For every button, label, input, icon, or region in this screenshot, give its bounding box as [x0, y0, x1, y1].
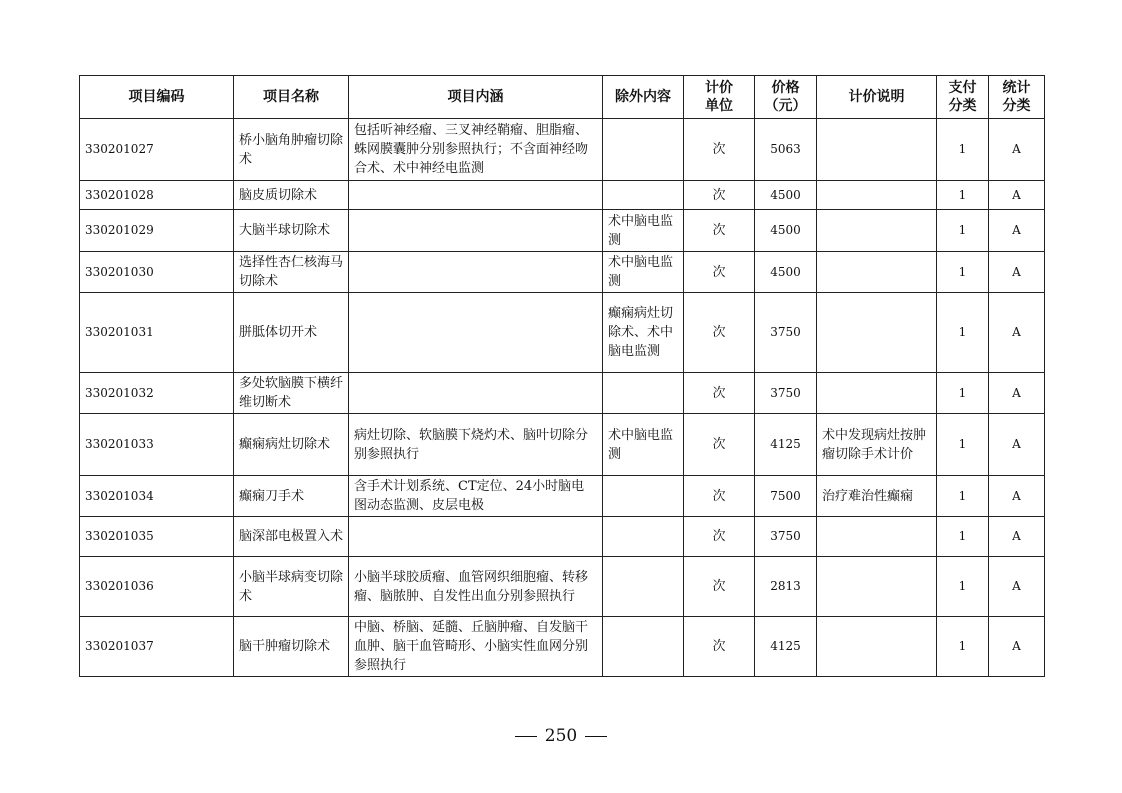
- cell-exclusion: [603, 476, 684, 517]
- cell-content: [349, 252, 603, 293]
- cell-pay: 1: [937, 414, 989, 476]
- header-pay: 支付 分类: [937, 76, 989, 119]
- cell-name: 多处软脑膜下横纤维切断术: [234, 373, 349, 414]
- cell-note: 术中发现病灶按肿瘤切除手术计价: [817, 414, 937, 476]
- cell-content: [349, 517, 603, 557]
- cell-content: [349, 210, 603, 252]
- cell-unit: 次: [684, 557, 755, 617]
- cell-note: [817, 617, 937, 677]
- table-row: [80, 293, 1045, 373]
- cell-name: 大脑半球切除术: [234, 210, 349, 252]
- cell-name: 桥小脑角肿瘤切除术: [234, 119, 349, 181]
- cell-price: 4500: [755, 181, 817, 210]
- table-row: [80, 119, 1045, 181]
- cell-pay: 1: [937, 119, 989, 181]
- cell-code: 330201033: [80, 414, 234, 476]
- cell-price: 5063: [755, 119, 817, 181]
- header-exclusion: 除外内容: [603, 76, 684, 119]
- cell-code: 330201032: [80, 373, 234, 414]
- cell-name: 脑干肿瘤切除术: [234, 617, 349, 677]
- cell-code: 330201030: [80, 252, 234, 293]
- cell-note: [817, 210, 937, 252]
- header-stat: 统计 分类: [989, 76, 1045, 119]
- cell-stat: A: [989, 252, 1045, 293]
- header-unit: 计价 单位: [684, 76, 755, 119]
- cell-exclusion: [603, 617, 684, 677]
- cell-content: [349, 373, 603, 414]
- cell-price: 3750: [755, 293, 817, 373]
- cell-stat: A: [989, 293, 1045, 373]
- cell-code: 330201027: [80, 119, 234, 181]
- cell-name: 选择性杏仁核海马切除术: [234, 252, 349, 293]
- cell-name: 脑深部电极置入术: [234, 517, 349, 557]
- cell-content: [349, 293, 603, 373]
- cell-unit: 次: [684, 476, 755, 517]
- fee-table: [79, 75, 1045, 677]
- cell-exclusion: [603, 557, 684, 617]
- cell-name: 癫痫病灶切除术: [234, 414, 349, 476]
- cell-unit: 次: [684, 119, 755, 181]
- cell-note: 治疗难治性癫痫: [817, 476, 937, 517]
- cell-price: 4125: [755, 617, 817, 677]
- cell-exclusion: 癫痫病灶切除术、术中脑电监测: [603, 293, 684, 373]
- cell-unit: 次: [684, 414, 755, 476]
- cell-exclusion: 术中脑电监测: [603, 252, 684, 293]
- cell-code: 330201034: [80, 476, 234, 517]
- cell-stat: A: [989, 210, 1045, 252]
- cell-stat: A: [989, 617, 1045, 677]
- cell-pay: 1: [937, 181, 989, 210]
- cell-stat: A: [989, 373, 1045, 414]
- cell-name: 脑皮质切除术: [234, 181, 349, 210]
- cell-price: 2813: [755, 557, 817, 617]
- cell-content: 病灶切除、软脑膜下烧灼术、脑叶切除分别参照执行: [349, 414, 603, 476]
- cell-stat: A: [989, 414, 1045, 476]
- cell-code: 330201036: [80, 557, 234, 617]
- header-price: 价格 （元）: [755, 76, 817, 119]
- cell-pay: 1: [937, 617, 989, 677]
- cell-note: [817, 181, 937, 210]
- cell-price: 3750: [755, 517, 817, 557]
- cell-exclusion: [603, 373, 684, 414]
- cell-price: 4500: [755, 252, 817, 293]
- page-number: 250: [544, 726, 578, 746]
- footer-dash-left: [515, 736, 537, 737]
- cell-code: 330201028: [80, 181, 234, 210]
- cell-content: 含手术计划系统、CT定位、24小时脑电图动态监测、皮层电极: [349, 476, 603, 517]
- cell-exclusion: [603, 517, 684, 557]
- footer-dash-right: [585, 736, 607, 737]
- cell-stat: A: [989, 476, 1045, 517]
- cell-unit: 次: [684, 517, 755, 557]
- cell-unit: 次: [684, 373, 755, 414]
- cell-note: [817, 517, 937, 557]
- cell-stat: A: [989, 557, 1045, 617]
- cell-price: 7500: [755, 476, 817, 517]
- cell-pay: 1: [937, 373, 989, 414]
- cell-name: 胼胝体切开术: [234, 293, 349, 373]
- page-footer: [0, 726, 1122, 746]
- cell-unit: 次: [684, 252, 755, 293]
- cell-code: 330201029: [80, 210, 234, 252]
- cell-note: [817, 557, 937, 617]
- cell-note: [817, 373, 937, 414]
- cell-name: 小脑半球病变切除术: [234, 557, 349, 617]
- cell-exclusion: [603, 119, 684, 181]
- table-row: [80, 414, 1045, 476]
- cell-exclusion: 术中脑电监测: [603, 210, 684, 252]
- cell-unit: 次: [684, 210, 755, 252]
- cell-code: 330201031: [80, 293, 234, 373]
- cell-note: [817, 252, 937, 293]
- table-row: [80, 210, 1045, 252]
- cell-code: 330201035: [80, 517, 234, 557]
- table-row: [80, 517, 1045, 557]
- cell-stat: A: [989, 517, 1045, 557]
- cell-content: [349, 181, 603, 210]
- header-note: 计价说明: [817, 76, 937, 119]
- table-header-row: [80, 76, 1045, 119]
- cell-price: 4500: [755, 210, 817, 252]
- header-code: 项目编码: [80, 76, 234, 119]
- cell-exclusion: 术中脑电监测: [603, 414, 684, 476]
- cell-pay: 1: [937, 476, 989, 517]
- cell-stat: A: [989, 181, 1045, 210]
- table-body: [80, 119, 1045, 677]
- cell-pay: 1: [937, 557, 989, 617]
- cell-note: [817, 119, 937, 181]
- cell-exclusion: [603, 181, 684, 210]
- cell-price: 3750: [755, 373, 817, 414]
- table-row: [80, 252, 1045, 293]
- cell-unit: 次: [684, 293, 755, 373]
- cell-note: [817, 293, 937, 373]
- table-row: [80, 557, 1045, 617]
- table-row: [80, 373, 1045, 414]
- cell-pay: 1: [937, 293, 989, 373]
- cell-pay: 1: [937, 252, 989, 293]
- header-name: 项目名称: [234, 76, 349, 119]
- cell-price: 4125: [755, 414, 817, 476]
- cell-content: 中脑、桥脑、延髓、丘脑肿瘤、自发脑干血肿、脑干血管畸形、小脑实性血网分别参照执行: [349, 617, 603, 677]
- cell-pay: 1: [937, 210, 989, 252]
- cell-stat: A: [989, 119, 1045, 181]
- cell-name: 癫痫刀手术: [234, 476, 349, 517]
- cell-content: 包括听神经瘤、三叉神经鞘瘤、胆脂瘤、蛛网膜囊肿分别参照执行；不含面神经吻合术、术中神经电监测: [349, 119, 603, 181]
- cell-code: 330201037: [80, 617, 234, 677]
- cell-unit: 次: [684, 617, 755, 677]
- table-row: [80, 617, 1045, 677]
- table-row: [80, 181, 1045, 210]
- cell-unit: 次: [684, 181, 755, 210]
- cell-pay: 1: [937, 517, 989, 557]
- header-content: 项目内涵: [349, 76, 603, 119]
- cell-content: 小脑半球胶质瘤、血管网织细胞瘤、转移瘤、脑脓肿、自发性出血分别参照执行: [349, 557, 603, 617]
- table-row: [80, 476, 1045, 517]
